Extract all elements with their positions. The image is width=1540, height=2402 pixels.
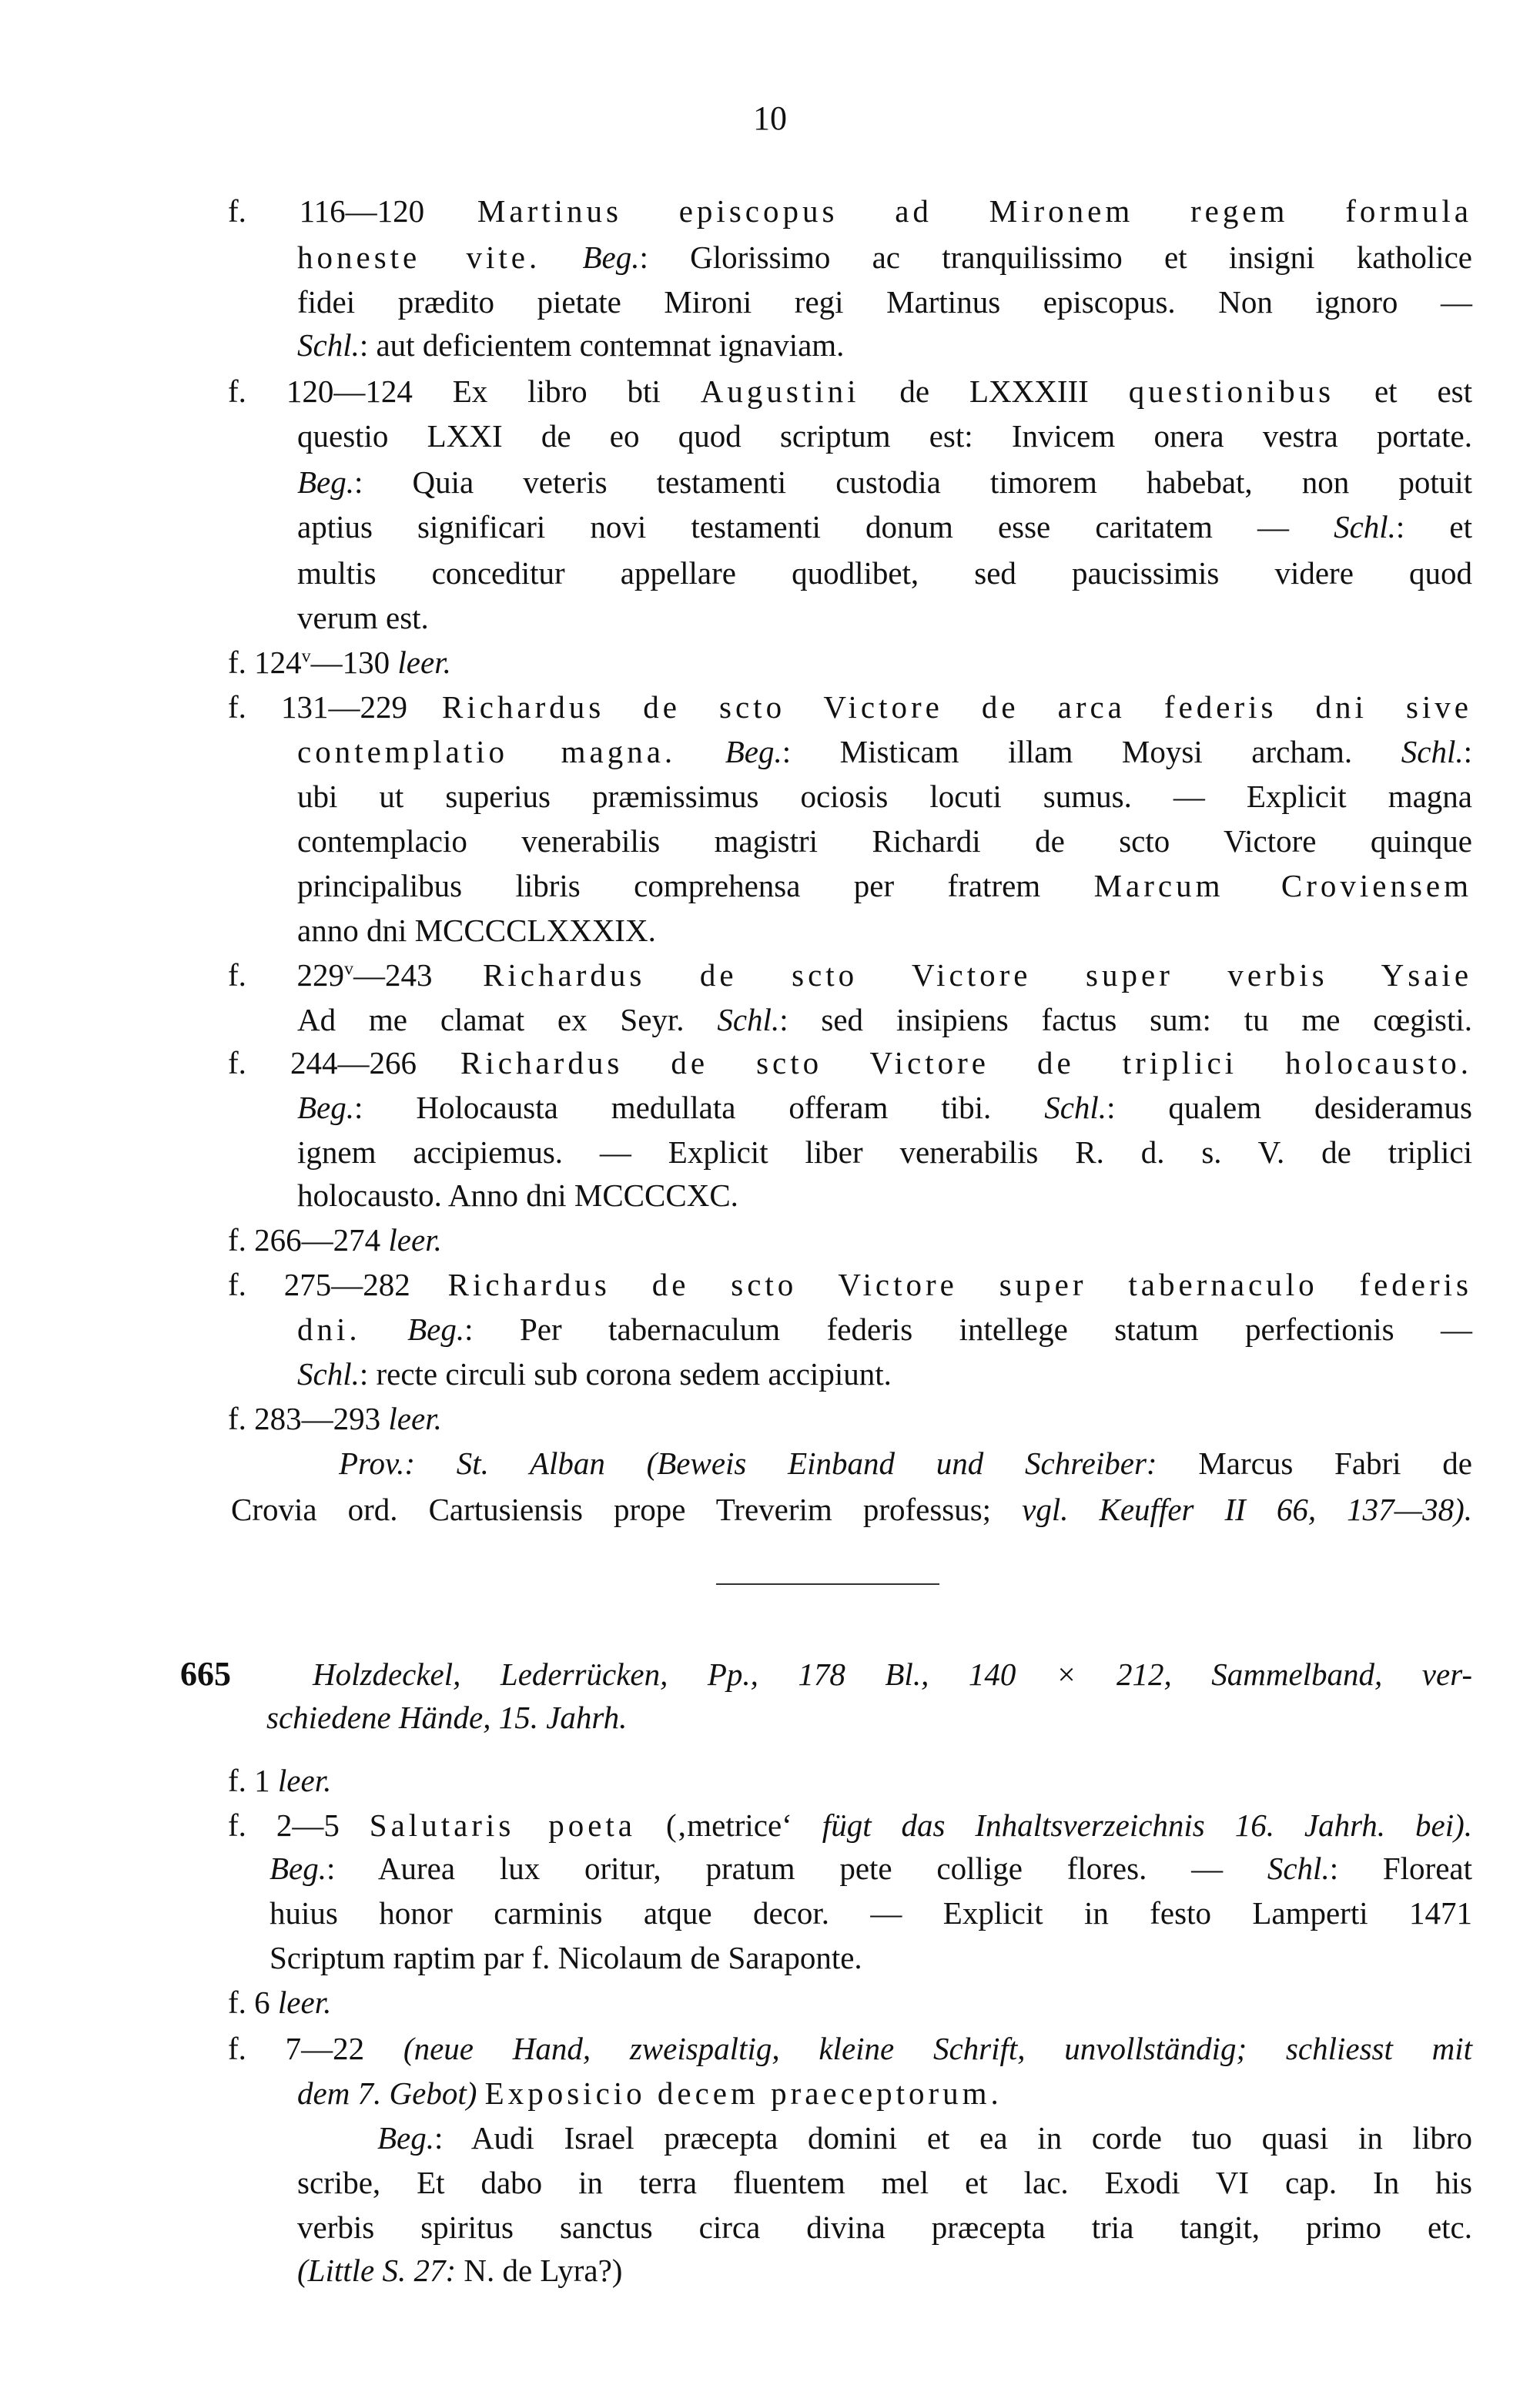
italic-text: schiedene Hände, 15. Jahrh. <box>266 1700 628 1735</box>
text-line <box>297 1086 1472 1129</box>
text-line <box>297 551 1472 595</box>
text-segment <box>361 1312 407 1347</box>
text-segment: f. 283—293 <box>228 1401 389 1436</box>
text-segment: contemplacio venerabilis magistri Richardi de scto Victore quinque <box>297 823 1472 859</box>
text-segment: : Misticam illam Moysi archam. <box>782 734 1401 769</box>
text-line <box>297 1352 892 1395</box>
text-segment: : recte circuli sub corona sedem accipiunt. <box>359 1356 892 1392</box>
text-segment: Scriptum raptim par f. Nicolaum de Saraponte. <box>270 1940 862 1975</box>
text-segment: Ad me clamat ex Seyr. <box>297 1002 718 1037</box>
text-segment: (‚metrice‘ <box>636 1807 822 1843</box>
text-segment: f. 1 <box>228 1763 278 1798</box>
text-segment: verum est. <box>297 600 429 635</box>
spaced-title-text: Augustini <box>700 374 860 409</box>
text-line <box>297 2249 622 2292</box>
text-line <box>270 1847 1472 1890</box>
text-line <box>297 2161 1472 2204</box>
spaced-title-text: Richardus de scto Victore de triplici holocausto. <box>460 1045 1473 1080</box>
text-segment: f. 116—120 <box>228 193 477 229</box>
italic-text: Beg. <box>297 1090 354 1125</box>
spaced-title-text: honeste vite. <box>297 240 541 275</box>
text-segment: aptius significari novi testamenti donum esse caritatem — <box>297 509 1334 544</box>
text-line <box>228 1804 1472 1847</box>
text-segment: Crovia ord. Cartusiensis prope Treverim professus; <box>231 1492 1023 1527</box>
text-segment: N. de Lyra?) <box>456 2253 623 2288</box>
text-line <box>297 280 1472 323</box>
text-line <box>228 953 1472 997</box>
text-line <box>228 1263 1472 1306</box>
text-line <box>270 1936 862 1979</box>
text-line <box>270 1891 1472 1935</box>
italic-text: Schl. <box>717 1002 780 1037</box>
text-line <box>297 2072 1003 2115</box>
italic-text: leer. <box>388 1401 442 1436</box>
manuscript-number: 665 <box>180 1655 231 1693</box>
text-segment: : qualem desideramus <box>1106 1090 1472 1125</box>
text-line <box>297 1131 1472 1174</box>
text-segment: verbis spiritus sanctus circa divina præcepta tria tangit, primo etc. <box>297 2209 1472 2245</box>
text-segment: principalibus libris comprehensa per fratrem <box>297 868 1094 903</box>
spaced-title-text: Richardus de scto Victore super tabernaculo federis <box>447 1267 1472 1302</box>
verso-superscript: v <box>301 646 311 667</box>
text-segment: Marcus Fabri de <box>1157 1446 1473 1481</box>
text-segment: scribe, Et dabo in terra fluentem mel et lac. Exodi VI cap. In his <box>297 2165 1472 2200</box>
text-line <box>228 1981 331 2024</box>
italic-text: Holzdeckel, Lederrücken, Pp., 178 Bl., 140 × 212, Sammelband, ver- <box>313 1657 1472 1692</box>
text-line <box>297 819 1472 863</box>
text-segment: f. 266—274 <box>228 1222 389 1258</box>
italic-text: leer. <box>388 1222 442 1258</box>
italic-text: Schl. <box>1044 1090 1107 1125</box>
text-segment: : Per tabernaculum federis intellege statum perfectionis — <box>464 1312 1472 1347</box>
text-line <box>266 1696 627 1739</box>
text-segment <box>477 2075 484 2111</box>
text-segment: f. 275—282 <box>228 1267 448 1302</box>
text-line <box>297 775 1472 818</box>
text-segment <box>541 240 582 275</box>
text-line <box>228 685 1472 729</box>
text-line <box>297 2206 1472 2249</box>
text-segment: f. 6 <box>228 1985 278 2020</box>
text-segment: f. 124 <box>228 645 302 680</box>
text-line <box>297 864 1472 907</box>
spaced-title-text: dni. <box>297 1312 361 1347</box>
text-line <box>297 505 1472 548</box>
italic-text: Prov.: St. Alban (Beweis Einband und Schreiber: <box>339 1446 1157 1481</box>
italic-text: (Little S. 27: <box>297 2253 457 2288</box>
text-line <box>313 1653 1472 1696</box>
italic-text: leer. <box>277 1985 332 2020</box>
italic-text: Schl. <box>297 327 360 363</box>
verso-superscript: v <box>343 959 353 980</box>
text-line <box>228 1759 331 1802</box>
text-line <box>297 236 1472 279</box>
text-segment: ubi ut superius præmissimus ociosis locuti sumus. — Explicit magna <box>297 779 1472 814</box>
spaced-title-text: questionibus <box>1128 374 1335 409</box>
text-segment: f. 131—229 <box>228 689 442 725</box>
text-segment: anno dni MCCCCLXXXIX. <box>297 913 656 948</box>
text-line <box>297 909 656 952</box>
text-segment: —130 <box>310 645 398 680</box>
italic-text: Schl. <box>1267 1851 1330 1886</box>
text-line <box>297 1308 1472 1351</box>
italic-text: vgl. Keuffer II 66, 137—38). <box>1022 1492 1473 1527</box>
text-line <box>228 1218 442 1261</box>
italic-text: Beg. <box>582 240 640 275</box>
italic-text: Beg. <box>377 2120 434 2156</box>
page-number: 10 <box>753 99 787 137</box>
text-segment: huius honor carminis atque decor. — Explicit in festo Lamperti 1471 <box>270 1895 1472 1931</box>
text-line <box>228 1397 442 1440</box>
text-line <box>228 2027 1472 2070</box>
text-segment: : Glorissimo ac tranquilissimo et insigni katholice <box>639 240 1473 275</box>
text-segment: : Aurea lux oritur, pratum pete collige flores. — <box>326 1851 1267 1886</box>
text-line <box>377 2116 1472 2159</box>
text-segment: : Audi Israel præcepta domini et ea in corde tuo quasi in libro <box>434 2120 1472 2156</box>
spaced-title-text: contemplatio magna. <box>297 734 677 769</box>
italic-text: Beg. <box>270 1851 326 1886</box>
italic-text: fügt das Inhaltsverzeichnis 16. Jahrh. bei). <box>822 1807 1472 1843</box>
text-line <box>297 1174 738 1217</box>
italic-text: Beg. <box>407 1312 465 1347</box>
text-segment: : Quia veteris testamenti custodia timorem habebat, non potuit <box>354 464 1472 500</box>
text-line <box>297 730 1472 773</box>
text-line <box>228 189 1472 233</box>
text-segment: f. 244—266 <box>228 1045 461 1080</box>
text-segment: : Holocausta medullata offeram tibi. <box>354 1090 1045 1125</box>
italic-text: dem 7. Gebot) <box>297 2075 477 2111</box>
text-line <box>297 461 1472 504</box>
text-segment <box>676 734 725 769</box>
spaced-title-text: Richardus de scto Victore de arca federis dni sive <box>442 689 1472 725</box>
text-line <box>297 998 1472 1041</box>
text-segment: holocausto. Anno dni MCCCCXC. <box>297 1178 738 1213</box>
italic-text: Beg. <box>725 734 782 769</box>
text-segment: f. 229 <box>228 957 344 993</box>
text-line <box>339 1442 1472 1485</box>
text-segment: questio LXXI de eo quod scriptum est: Invicem onera vestra portate. <box>297 418 1472 454</box>
text-segment: : Floreat <box>1329 1851 1472 1886</box>
italic-text: Schl. <box>297 1356 360 1392</box>
spaced-title-text: Salutaris poeta <box>369 1807 637 1843</box>
text-line <box>228 1041 1472 1084</box>
text-segment: : et <box>1395 509 1473 544</box>
italic-text: leer. <box>397 645 451 680</box>
spaced-title-text: Richardus de scto Victore super verbis Ysaie <box>483 957 1473 993</box>
spaced-title-text: Marcum Croviensem <box>1093 868 1472 903</box>
spaced-title-text: Martinus episcopus ad Mironem regem formula <box>477 193 1472 229</box>
italic-text: Schl. <box>1401 734 1464 769</box>
text-segment: de LXXXIII <box>859 374 1129 409</box>
section-divider <box>716 1583 939 1585</box>
text-segment: f. 2—5 <box>228 1807 370 1843</box>
text-segment: f. 7—22 <box>228 2031 403 2066</box>
text-segment: f. 120—124 Ex libro bti <box>228 374 701 409</box>
italic-text: Schl. <box>1334 509 1396 544</box>
italic-text: leer. <box>277 1763 332 1798</box>
text-segment: —243 <box>353 957 484 993</box>
italic-text: (neue Hand, zweispaltig, kleine Schrift, unvollständig; schliesst mit <box>403 2031 1473 2066</box>
italic-text: Beg. <box>297 464 354 500</box>
text-segment: multis conceditur appellare quodlibet, sed paucissimis videre quod <box>297 555 1472 591</box>
text-line <box>297 323 844 367</box>
spaced-title-text: Exposicio decem praeceptorum. <box>484 2075 1003 2111</box>
text-segment: : <box>1463 734 1472 769</box>
text-line <box>231 1488 1472 1531</box>
text-line <box>297 596 429 639</box>
text-line <box>297 414 1472 457</box>
text-segment: : sed insipiens factus sum: tu me cœgisti. <box>779 1002 1472 1037</box>
text-line <box>228 641 451 684</box>
text-segment: ignem accipiemus. — Explicit liber venerabilis R. d. s. V. de triplici <box>297 1134 1472 1170</box>
text-segment: fidei prædito pietate Mironi regi Martinus episcopus. Non ignoro — <box>297 284 1472 320</box>
text-line <box>228 370 1472 413</box>
text-segment: et est <box>1334 374 1473 409</box>
text-segment: : aut deficientem contemnat ignaviam. <box>359 327 845 363</box>
